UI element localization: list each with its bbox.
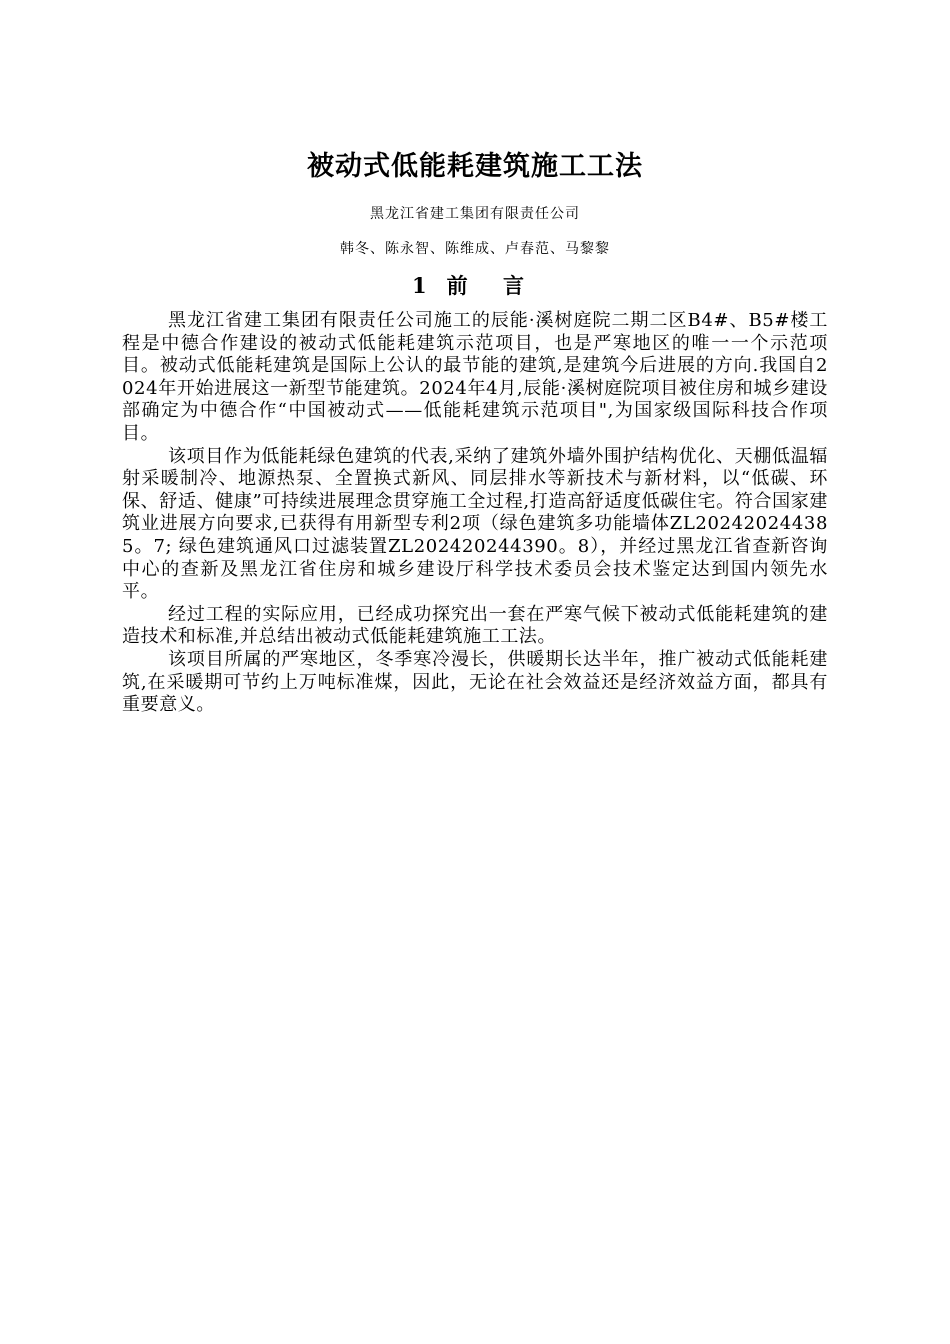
- author-list: 韩冬、陈永智、陈维成、卢春范、马黎黎: [340, 241, 610, 257]
- paragraph: 经过工程的实际应用，已经成功探究出一套在严寒气候下被动式低能耗建筑的建造技术和标准,并总结出被动式低能耗建筑施工工法。: [122, 603, 828, 648]
- paragraph: 黑龙江省建工集团有限责任公司施工的辰能·溪树庭院二期二区B4#、B5#楼工程是中德合作建设的被动式低能耗建筑示范项目，也是严寒地区的唯一一个示范项目。被动式低能耗建筑是国际上公认的最节能的建筑,是建筑今后进展的方向.我国自2024年开始进展这一新型节能建筑。2024年4月,辰能·溪树庭院项目被住房和城乡建设部确定为中德合作“中国被动式——低能耗建筑示范项目",为国家级国际科技合作项目。: [122, 310, 828, 444]
- paragraph: 该项目所属的严寒地区，冬季寒冷漫长，供暖期长达半年，推广被动式低能耗建筑,在采暖期可节约上万吨标准煤，因此，无论在社会效益还是经济效益方面，都具有重要意义。: [122, 648, 828, 716]
- section-title: 前 言: [446, 273, 538, 298]
- company-name: 黑龙江省建工集团有限责任公司: [370, 206, 580, 222]
- body-text: [122, 310, 828, 717]
- section-heading: [0, 270, 950, 300]
- document-title: 被动式低能耗建筑施工工法: [307, 151, 643, 182]
- section-number: 1: [412, 273, 429, 298]
- paragraph: 该项目作为低能耗绿色建筑的代表,采纳了建筑外墙外围护结构优化、天棚低温辐射采暖制冷、地源热泵、全置换式新风、同层排水等新技术与新材料，以“低碳、环保、舒适、健康”可持续进展理念贯穿施工全过程,打造高舒适度低碳住宅。符合国家建筑业进展方向要求,已获得有用新型专利2项（绿色建筑多功能墙体ZL202420244385。7; 绿色建筑通风口过滤装置ZL202420244390。8），并经过黑龙江省查新咨询中心的查新及黑龙江省住房和城乡建设厅科学技术委员会技术鉴定达到国内领先水平。: [122, 445, 828, 603]
